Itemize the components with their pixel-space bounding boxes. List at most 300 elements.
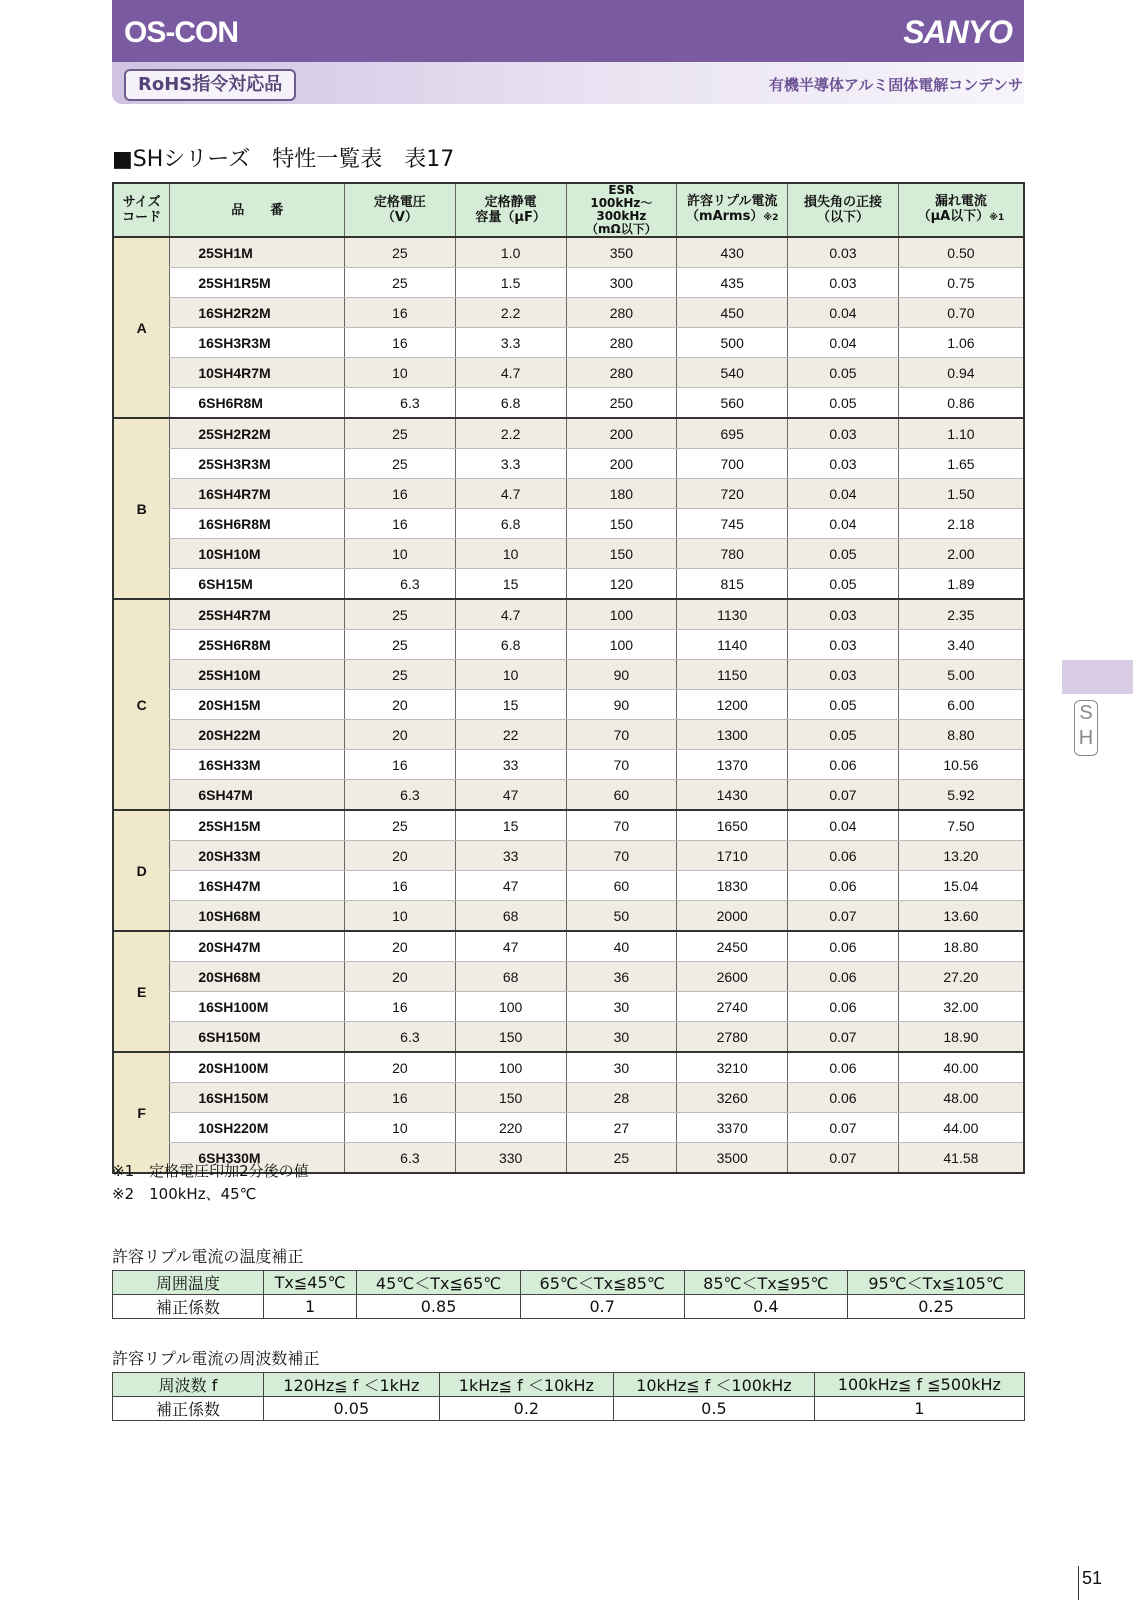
- voltage-cell: 10: [345, 901, 456, 932]
- spec-table-header: [113, 183, 1024, 237]
- capacitance-cell: 2.2: [455, 418, 566, 449]
- temp-value-cell: 0.7: [520, 1295, 684, 1319]
- voltage-cell: 16: [345, 328, 456, 358]
- leakage-cell: 1.65: [898, 449, 1024, 479]
- capacitance-cell: 47: [455, 780, 566, 811]
- tan-delta-cell: 0.03: [788, 268, 899, 298]
- spec-table: [112, 182, 1025, 1174]
- header-ripple: 許容リプル電流 （mArms）※2: [677, 183, 788, 237]
- freq-cell: 10kHz≦ f ＜100kHz: [614, 1373, 815, 1397]
- leakage-cell: 18.80: [898, 931, 1024, 962]
- tan-delta-cell: 0.06: [788, 962, 899, 992]
- oscon-logo: OS-CON: [124, 16, 238, 49]
- esr-cell: 200: [566, 449, 677, 479]
- esr-cell: 280: [566, 328, 677, 358]
- ripple-cell: 1710: [677, 841, 788, 871]
- tan-delta-cell: 0.07: [788, 1113, 899, 1143]
- table-row: [113, 298, 1024, 328]
- tan-delta-cell: 0.05: [788, 539, 899, 569]
- voltage-cell: 10: [345, 358, 456, 388]
- leakage-cell: 8.80: [898, 720, 1024, 750]
- leakage-cell: 13.60: [898, 901, 1024, 932]
- esr-cell: 200: [566, 418, 677, 449]
- esr-cell: 250: [566, 388, 677, 419]
- tan-delta-cell: 0.04: [788, 298, 899, 328]
- leakage-cell: 2.35: [898, 599, 1024, 630]
- part-no-cell: 16SH2R2M: [170, 298, 345, 328]
- freq-value-cell: 補正係数: [113, 1397, 264, 1421]
- tan-delta-cell: 0.06: [788, 871, 899, 901]
- table-row: [113, 1083, 1024, 1113]
- leakage-cell: 44.00: [898, 1113, 1024, 1143]
- voltage-cell: 25: [345, 449, 456, 479]
- esr-cell: 350: [566, 237, 677, 268]
- leakage-cell: 1.10: [898, 418, 1024, 449]
- voltage-cell: 20: [345, 841, 456, 871]
- capacitance-cell: 33: [455, 841, 566, 871]
- voltage-cell: 20: [345, 690, 456, 720]
- table-row: [113, 1052, 1024, 1083]
- capacitance-cell: 10: [455, 660, 566, 690]
- ripple-cell: 695: [677, 418, 788, 449]
- temp-value-cell: 補正係数: [113, 1295, 264, 1319]
- size-code-cell: D: [113, 810, 170, 931]
- leakage-cell: 32.00: [898, 992, 1024, 1022]
- ripple-cell: 1370: [677, 750, 788, 780]
- table-row: [113, 992, 1024, 1022]
- ripple-cell: 3370: [677, 1113, 788, 1143]
- capacitance-cell: 15: [455, 569, 566, 600]
- freq-cell: 周波数 f: [113, 1373, 264, 1397]
- capacitance-cell: 68: [455, 962, 566, 992]
- tan-delta-cell: 0.06: [788, 1083, 899, 1113]
- ripple-cell: 1430: [677, 780, 788, 811]
- capacitance-cell: 2.2: [455, 298, 566, 328]
- leakage-cell: 41.58: [898, 1143, 1024, 1174]
- part-no-cell: 25SH15M: [170, 810, 345, 841]
- tan-delta-cell: 0.04: [788, 509, 899, 539]
- freq-value-cell: 1: [814, 1397, 1024, 1421]
- ripple-cell: 2740: [677, 992, 788, 1022]
- leakage-cell: 1.89: [898, 569, 1024, 600]
- capacitance-cell: 100: [455, 1052, 566, 1083]
- part-no-cell: 20SH47M: [170, 931, 345, 962]
- esr-cell: 280: [566, 358, 677, 388]
- tan-delta-cell: 0.03: [788, 630, 899, 660]
- leakage-cell: 0.94: [898, 358, 1024, 388]
- tan-delta-cell: 0.05: [788, 690, 899, 720]
- capacitance-cell: 68: [455, 901, 566, 932]
- tan-delta-cell: 0.07: [788, 1022, 899, 1053]
- tan-delta-cell: 0.04: [788, 479, 899, 509]
- rohs-badge: RoHS指令対応品: [124, 69, 296, 101]
- temp-cell: 周囲温度: [113, 1271, 264, 1295]
- tan-delta-cell: 0.05: [788, 388, 899, 419]
- voltage-cell: 16: [345, 750, 456, 780]
- capacitance-cell: 220: [455, 1113, 566, 1143]
- tan-delta-cell: 0.03: [788, 599, 899, 630]
- ripple-cell: 560: [677, 388, 788, 419]
- leakage-cell: 48.00: [898, 1083, 1024, 1113]
- voltage-cell: 25: [345, 660, 456, 690]
- ripple-cell: 1130: [677, 599, 788, 630]
- temp-value-cell: 0.4: [684, 1295, 848, 1319]
- tan-delta-cell: 0.05: [788, 358, 899, 388]
- voltage-cell: 16: [345, 1083, 456, 1113]
- header-voltage: 定格電圧 （V）: [345, 183, 456, 237]
- capacitance-cell: 22: [455, 720, 566, 750]
- table-row: [113, 962, 1024, 992]
- header-band: [112, 0, 1024, 62]
- tan-delta-cell: 0.06: [788, 750, 899, 780]
- capacitance-cell: 1.5: [455, 268, 566, 298]
- leakage-note-mark: ※1: [989, 213, 1005, 223]
- table-row: [113, 418, 1024, 449]
- table-row: [113, 720, 1024, 750]
- temp-correction-title: 許容リプル電流の温度補正: [112, 1247, 304, 1266]
- freq-cell: 1kHz≦ f ＜10kHz: [439, 1373, 613, 1397]
- esr-cell: 120: [566, 569, 677, 600]
- tan-delta-cell: 0.03: [788, 660, 899, 690]
- voltage-cell: 16: [345, 298, 456, 328]
- ripple-cell: 3260: [677, 1083, 788, 1113]
- voltage-cell: 10: [345, 1113, 456, 1143]
- voltage-cell: 6.3: [345, 1143, 456, 1174]
- tan-delta-cell: 0.05: [788, 569, 899, 600]
- part-no-cell: 25SH4R7M: [170, 599, 345, 630]
- table-row: [113, 328, 1024, 358]
- voltage-cell: 6.3: [345, 388, 456, 419]
- header-esr: ESR 100kHz～300kHz （mΩ以下）: [566, 183, 677, 237]
- esr-cell: 25: [566, 1143, 677, 1174]
- esr-cell: 28: [566, 1083, 677, 1113]
- leakage-cell: 15.04: [898, 871, 1024, 901]
- esr-cell: 70: [566, 810, 677, 841]
- temp-value-cell: 0.85: [357, 1295, 521, 1319]
- ripple-cell: 3500: [677, 1143, 788, 1174]
- ripple-cell: 720: [677, 479, 788, 509]
- ripple-cell: 745: [677, 509, 788, 539]
- part-no-cell: 6SH330M: [170, 1143, 345, 1174]
- leakage-cell: 0.50: [898, 237, 1024, 268]
- part-no-cell: 25SH10M: [170, 660, 345, 690]
- table-row: [113, 810, 1024, 841]
- table-row: [113, 1113, 1024, 1143]
- leakage-cell: 40.00: [898, 1052, 1024, 1083]
- part-no-cell: 16SH4R7M: [170, 479, 345, 509]
- esr-cell: 60: [566, 871, 677, 901]
- capacitance-cell: 4.7: [455, 358, 566, 388]
- freq-value-cell: 0.2: [439, 1397, 613, 1421]
- part-no-cell: 25SH2R2M: [170, 418, 345, 449]
- esr-cell: 150: [566, 539, 677, 569]
- voltage-cell: 20: [345, 931, 456, 962]
- header-tan-delta: 損失角の正接 （以下）: [788, 183, 899, 237]
- header-leakage: 漏れ電流 （μA以下）※1: [898, 183, 1024, 237]
- ripple-cell: 2000: [677, 901, 788, 932]
- table-row: [113, 509, 1024, 539]
- capacitance-cell: 100: [455, 992, 566, 1022]
- voltage-cell: 25: [345, 810, 456, 841]
- part-no-cell: 20SH33M: [170, 841, 345, 871]
- part-no-cell: 20SH68M: [170, 962, 345, 992]
- size-code-cell: C: [113, 599, 170, 810]
- leakage-cell: 3.40: [898, 630, 1024, 660]
- table-row: [113, 660, 1024, 690]
- voltage-cell: 25: [345, 599, 456, 630]
- capacitance-cell: 4.7: [455, 599, 566, 630]
- esr-cell: 100: [566, 630, 677, 660]
- leakage-cell: 2.18: [898, 509, 1024, 539]
- capacitance-cell: 1.0: [455, 237, 566, 268]
- leakage-cell: 5.00: [898, 660, 1024, 690]
- esr-cell: 70: [566, 750, 677, 780]
- voltage-cell: 25: [345, 418, 456, 449]
- page-title: ■SHシリーズ 特性一覧表 表17: [112, 147, 455, 172]
- capacitance-cell: 15: [455, 810, 566, 841]
- leakage-cell: 27.20: [898, 962, 1024, 992]
- leakage-cell: 10.56: [898, 750, 1024, 780]
- temp-correction-header-row: [113, 1271, 1025, 1295]
- voltage-cell: 16: [345, 871, 456, 901]
- page-number: 51: [1082, 1568, 1103, 1588]
- ripple-cell: 3210: [677, 1052, 788, 1083]
- table-row: [113, 268, 1024, 298]
- capacitance-cell: 47: [455, 871, 566, 901]
- freq-correction-value-row: [113, 1397, 1025, 1421]
- header-part-no: 品 番: [170, 183, 345, 237]
- size-code-cell: E: [113, 931, 170, 1052]
- capacitance-cell: 6.8: [455, 630, 566, 660]
- tan-delta-cell: 0.06: [788, 1052, 899, 1083]
- esr-cell: 27: [566, 1113, 677, 1143]
- page-number-divider: [1078, 1566, 1079, 1600]
- size-code-cell: B: [113, 418, 170, 599]
- capacitance-cell: 3.3: [455, 449, 566, 479]
- tan-delta-cell: 0.04: [788, 328, 899, 358]
- freq-correction-table: [112, 1372, 1025, 1421]
- table-row: [113, 358, 1024, 388]
- voltage-cell: 6.3: [345, 780, 456, 811]
- size-code-cell: F: [113, 1052, 170, 1173]
- table-row: [113, 871, 1024, 901]
- capacitance-cell: 6.8: [455, 509, 566, 539]
- ripple-cell: 815: [677, 569, 788, 600]
- freq-correction-header-row: [113, 1373, 1025, 1397]
- table-row: [113, 931, 1024, 962]
- sanyo-logo: SANYO: [903, 14, 1012, 50]
- temp-cell: 85℃＜Tx≦95℃: [684, 1271, 848, 1295]
- voltage-cell: 10: [345, 539, 456, 569]
- table-row: [113, 1022, 1024, 1053]
- esr-cell: 70: [566, 720, 677, 750]
- esr-cell: 30: [566, 1022, 677, 1053]
- ripple-cell: 450: [677, 298, 788, 328]
- table-row: [113, 479, 1024, 509]
- esr-cell: 50: [566, 901, 677, 932]
- part-no-cell: 6SH6R8M: [170, 388, 345, 419]
- part-no-cell: 20SH100M: [170, 1052, 345, 1083]
- voltage-cell: 16: [345, 509, 456, 539]
- part-no-cell: 10SH10M: [170, 539, 345, 569]
- part-no-cell: 16SH6R8M: [170, 509, 345, 539]
- capacitance-cell: 33: [455, 750, 566, 780]
- part-no-cell: 10SH68M: [170, 901, 345, 932]
- leakage-cell: 1.06: [898, 328, 1024, 358]
- side-tab-h: H: [1078, 727, 1094, 749]
- ripple-cell: 435: [677, 268, 788, 298]
- tan-delta-cell: 0.04: [788, 810, 899, 841]
- tan-delta-cell: 0.07: [788, 780, 899, 811]
- leakage-cell: 13.20: [898, 841, 1024, 871]
- part-no-cell: 25SH6R8M: [170, 630, 345, 660]
- esr-cell: 300: [566, 268, 677, 298]
- voltage-cell: 20: [345, 1052, 456, 1083]
- part-no-cell: 16SH47M: [170, 871, 345, 901]
- ripple-cell: 1140: [677, 630, 788, 660]
- leakage-cell: 5.92: [898, 780, 1024, 811]
- tan-delta-cell: 0.03: [788, 237, 899, 268]
- table-row: [113, 901, 1024, 932]
- freq-cell: 120Hz≦ f ＜1kHz: [264, 1373, 440, 1397]
- table-row: [113, 780, 1024, 811]
- part-no-cell: 25SH3R3M: [170, 449, 345, 479]
- table-row: [113, 690, 1024, 720]
- tan-delta-cell: 0.06: [788, 931, 899, 962]
- voltage-cell: 16: [345, 479, 456, 509]
- leakage-cell: 18.90: [898, 1022, 1024, 1053]
- ripple-cell: 540: [677, 358, 788, 388]
- voltage-cell: 6.3: [345, 569, 456, 600]
- capacitance-cell: 10: [455, 539, 566, 569]
- temp-correction-value-row: [113, 1295, 1025, 1319]
- voltage-cell: 25: [345, 237, 456, 268]
- part-no-cell: 6SH150M: [170, 1022, 345, 1053]
- esr-cell: 30: [566, 992, 677, 1022]
- esr-cell: 280: [566, 298, 677, 328]
- ripple-cell: 1300: [677, 720, 788, 750]
- side-tab-s: S: [1079, 702, 1093, 724]
- freq-value-cell: 0.05: [264, 1397, 440, 1421]
- ripple-cell: 1150: [677, 660, 788, 690]
- capacitance-cell: 15: [455, 690, 566, 720]
- table-row: [113, 750, 1024, 780]
- side-tab-sh: [1074, 700, 1098, 756]
- table-row: [113, 539, 1024, 569]
- esr-cell: 100: [566, 599, 677, 630]
- leakage-cell: 0.86: [898, 388, 1024, 419]
- leakage-cell: 0.75: [898, 268, 1024, 298]
- table-row: [113, 388, 1024, 419]
- part-no-cell: 10SH4R7M: [170, 358, 345, 388]
- ripple-cell: 2780: [677, 1022, 788, 1053]
- freq-value-cell: 0.5: [614, 1397, 815, 1421]
- note-1: ※1 定格電圧印加2分後の値: [112, 1162, 309, 1180]
- part-no-cell: 10SH220M: [170, 1113, 345, 1143]
- tan-delta-cell: 0.05: [788, 720, 899, 750]
- capacitance-cell: 6.8: [455, 388, 566, 419]
- leakage-cell: 7.50: [898, 810, 1024, 841]
- part-no-cell: 25SH1M: [170, 237, 345, 268]
- voltage-cell: 25: [345, 630, 456, 660]
- table-row: [113, 449, 1024, 479]
- part-no-cell: 16SH33M: [170, 750, 345, 780]
- tan-delta-cell: 0.03: [788, 418, 899, 449]
- ripple-note-mark: ※2: [763, 213, 779, 223]
- voltage-cell: 20: [345, 720, 456, 750]
- esr-cell: 150: [566, 509, 677, 539]
- table-row: [113, 569, 1024, 600]
- leakage-cell: 2.00: [898, 539, 1024, 569]
- voltage-cell: 16: [345, 992, 456, 1022]
- ripple-cell: 1830: [677, 871, 788, 901]
- part-no-cell: 6SH15M: [170, 569, 345, 600]
- esr-cell: 90: [566, 660, 677, 690]
- voltage-cell: 6.3: [345, 1022, 456, 1053]
- part-no-cell: 20SH15M: [170, 690, 345, 720]
- tan-delta-cell: 0.06: [788, 992, 899, 1022]
- freq-cell: 100kHz≦ f ≦500kHz: [814, 1373, 1024, 1397]
- header-size-code: サイズ コード: [113, 183, 170, 237]
- esr-cell: 70: [566, 841, 677, 871]
- esr-cell: 36: [566, 962, 677, 992]
- esr-cell: 60: [566, 780, 677, 811]
- table-row: [113, 599, 1024, 630]
- leakage-cell: 0.70: [898, 298, 1024, 328]
- tan-delta-cell: 0.06: [788, 841, 899, 871]
- temp-value-cell: 1: [264, 1295, 357, 1319]
- ripple-cell: 2450: [677, 931, 788, 962]
- capacitance-cell: 150: [455, 1083, 566, 1113]
- ripple-cell: 1200: [677, 690, 788, 720]
- ripple-cell: 1650: [677, 810, 788, 841]
- note-2: ※2 100kHz、45℃: [112, 1185, 257, 1203]
- temp-cell: 95℃＜Tx≦105℃: [848, 1271, 1025, 1295]
- voltage-cell: 25: [345, 268, 456, 298]
- part-no-cell: 6SH47M: [170, 780, 345, 811]
- temp-cell: Tx≦45℃: [264, 1271, 357, 1295]
- tan-delta-cell: 0.07: [788, 1143, 899, 1174]
- tan-delta-cell: 0.07: [788, 901, 899, 932]
- part-no-cell: 25SH1R5M: [170, 268, 345, 298]
- part-no-cell: 16SH100M: [170, 992, 345, 1022]
- capacitance-cell: 330: [455, 1143, 566, 1174]
- capacitance-cell: 47: [455, 931, 566, 962]
- temp-value-cell: 0.25: [848, 1295, 1025, 1319]
- table-row: [113, 841, 1024, 871]
- voltage-cell: 20: [345, 962, 456, 992]
- size-code-cell: A: [113, 237, 170, 418]
- esr-cell: 90: [566, 690, 677, 720]
- table-row: [113, 630, 1024, 660]
- ripple-cell: 500: [677, 328, 788, 358]
- part-no-cell: 16SH3R3M: [170, 328, 345, 358]
- ripple-cell: 780: [677, 539, 788, 569]
- temp-cell: 45℃＜Tx≦65℃: [357, 1271, 521, 1295]
- temp-cell: 65℃＜Tx≦85℃: [520, 1271, 684, 1295]
- header-subtitle: 有機半導体アルミ固体電解コンデンサ: [768, 76, 1023, 94]
- spec-table-body: [113, 237, 1024, 1173]
- ripple-cell: 430: [677, 237, 788, 268]
- header-capacitance: 定格静電 容量（μF）: [455, 183, 566, 237]
- capacitance-cell: 3.3: [455, 328, 566, 358]
- temp-correction-table: [112, 1270, 1025, 1319]
- capacitance-cell: 4.7: [455, 479, 566, 509]
- esr-cell: 180: [566, 479, 677, 509]
- leakage-cell: 1.50: [898, 479, 1024, 509]
- esr-cell: 30: [566, 1052, 677, 1083]
- capacitance-cell: 150: [455, 1022, 566, 1053]
